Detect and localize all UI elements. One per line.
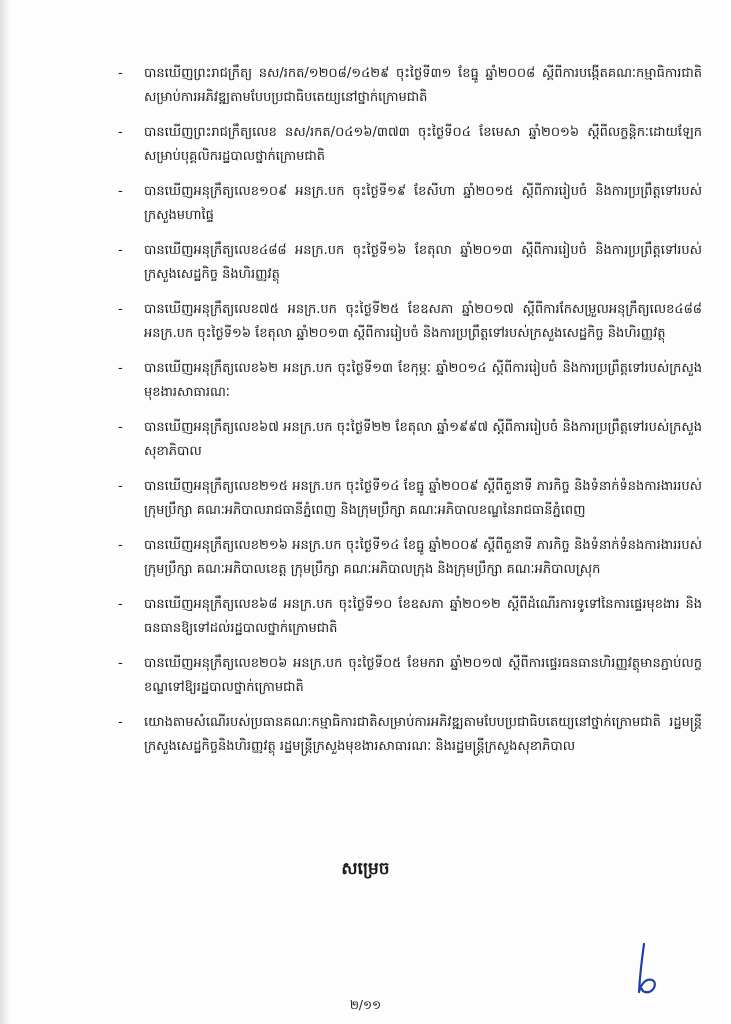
page-number: ២/១១ bbox=[349, 998, 382, 1012]
dash-marker: - bbox=[118, 538, 123, 553]
clause-text: បានឃើញអនុក្រឹត្យលេខ៦២ អនក្រ.បក ចុះថ្ងៃទី១៣ ខែកុម្ភៈ ឆ្នាំ២០១៤ ស្ដីពីការរៀបចំ និងការប្រព្រឹត្តទៅរបស់ក្រសួងមុខងារសាធារណៈ bbox=[144, 361, 702, 400]
dash-marker: - bbox=[118, 420, 123, 435]
preamble-clause-list bbox=[112, 62, 702, 770]
dash-marker: - bbox=[118, 479, 123, 494]
preamble-clause bbox=[112, 62, 702, 110]
preamble-clause bbox=[112, 180, 702, 228]
preamble-clause bbox=[112, 652, 702, 700]
preamble-clause bbox=[112, 475, 702, 523]
clause-text: បានឃើញអនុក្រឹត្យលេខ១០៩ អនក្រ.បក ចុះថ្ងៃទី១៩ ខែសីហា ឆ្នាំ២០១៥ ស្ដីពីការរៀបចំ និងការប្រព្រឹត្តទៅរបស់ក្រសួងមហាផ្ទៃ bbox=[144, 184, 702, 223]
preamble-clause bbox=[112, 711, 702, 759]
dash-marker: - bbox=[118, 361, 123, 376]
preamble-clause bbox=[112, 121, 702, 169]
clause-text: បានឃើញអនុក្រឹត្យលេខ៤៨៨ អនក្រ.បក ចុះថ្ងៃទី១៦ ខែតុលា ឆ្នាំ២០១៣ ស្ដីពីការរៀបចំ និងការប្រព្រឹត្តទៅរបស់ក្រសួងសេដ្ឋកិច្ច និងហិរញ្ញវត្ថុ bbox=[144, 243, 702, 282]
signature-initial-icon bbox=[630, 940, 670, 1000]
dash-marker: - bbox=[118, 715, 123, 730]
clause-text: បានឃើញអនុក្រឹត្យលេខ២០៦ អនក្រ.បក ចុះថ្ងៃទី០៥ ខែមករា ឆ្នាំ២០១៧ ស្ដីពីការផ្ទេរធនធានហិរញ្ញវត្ថុមានភ្ជាប់លក្ខខណ្ឌទៅឱ្យរដ្ឋបាលថ្នាក់ក្រោមជាតិ bbox=[144, 656, 702, 695]
dash-marker: - bbox=[118, 125, 123, 140]
clause-text: បានឃើញអនុក្រឹត្យលេខ៦៧ អនក្រ.បក ចុះថ្ងៃទី២២ ខែតុលា ឆ្នាំ១៩៩៧ ស្ដីពីការរៀបចំ និងការប្រព្រឹត្តទៅរបស់ក្រសួងសុខាភិបាល bbox=[144, 420, 702, 459]
clause-text: បានឃើញអនុក្រឹត្យលេខ៧៥ អនក្រ.បក ចុះថ្ងៃទី២៥ ខែឧសភា ឆ្នាំ២០១៧ ស្ដីពីការកែសម្រួលអនុក្រឹត្យលេខ៤៨៨ អនក្រ.បក ចុះថ្ងៃទី១៦ ខែតុលា ឆ្នាំ២០១៣ ស្ដីពីការរៀបចំ និងការប្រព្រឹត្តទៅរបស់ក្រសួងសេដ្ឋកិច្ច និងហិរញ្ញវត្ថុ bbox=[144, 302, 702, 341]
clause-text: បានឃើញព្រះរាជក្រឹត្យ នស/រកត/១២០៨/១៤២៩ ចុះថ្ងៃទី៣១ ខែធ្នូ ឆ្នាំ២០០៨ ស្ដីពីការបង្កើតគណៈកម្មាធិការជាតិសម្រាប់ការអភិវឌ្ឍតាមបែបប្រជាធិបតេយ្យនៅថ្នាក់ក្រោមជាតិ bbox=[144, 66, 702, 105]
preamble-clause bbox=[112, 357, 702, 405]
clause-text: បានឃើញអនុក្រឹត្យលេខ២១៥ អនក្រ.បក ចុះថ្ងៃទី១៤ ខែធ្នូ ឆ្នាំ២០០៩ ស្ដីពីតួនាទី ភារកិច្ច និងទំនាក់ទំនងការងាររបស់ក្រុមប្រឹក្សា គណៈអភិបាលរាជធានីភ្នំពេញ និងក្រុមប្រឹក្សា គណៈអភិបាលខណ្ឌនៃរាជធានីភ្នំពេញ bbox=[144, 479, 702, 518]
dash-marker: - bbox=[118, 243, 123, 258]
decision-heading: សម្រេច bbox=[341, 859, 390, 879]
clause-text: បានឃើញអនុក្រឹត្យលេខ២១៦ អនក្រ.បក ចុះថ្ងៃទី១៤ ខែធ្នូ ឆ្នាំ២០០៩ ស្ដីពីតួនាទី ភារកិច្ច និងទំនាក់ទំនងការងាររបស់ក្រុមប្រឹក្សា គណៈអភិបាលខេត្ត ក្រុមប្រឹក្សា គណៈអភិបាលក្រុង និងក្រុមប្រឹក្សា គណៈអភិបាលស្រុក bbox=[144, 538, 702, 577]
preamble-clause bbox=[112, 416, 702, 464]
dash-marker: - bbox=[118, 184, 123, 199]
preamble-clause bbox=[112, 593, 702, 641]
clause-text: យោងតាមសំណើរបស់ប្រធានគណៈកម្មាធិការជាតិសម្រាប់ការអភិវឌ្ឍតាមបែបប្រជាធិបតេយ្យនៅថ្នាក់ក្រោមជាតិ រដ្ឋមន្ត្រីក្រសួងសេដ្ឋកិច្ចនិងហិរញ្ញវត្ថុ រដ្ឋមន្ត្រីក្រសួងមុខងារសាធារណៈ និងរដ្ឋមន្ត្រីក្រសួងសុខាភិបាល bbox=[144, 715, 702, 754]
dash-marker: - bbox=[118, 597, 123, 612]
preamble-clause bbox=[112, 239, 702, 287]
clause-text: បានឃើញព្រះរាជក្រឹត្យលេខ នស/រកត/០៤១៦/៣៧៣ ចុះថ្ងៃទី០៤ ខែមេសា ឆ្នាំ២០១៦ ស្ដីពីលក្ខន្តិកៈដោយឡែកសម្រាប់បុគ្គលិករដ្ឋបាលថ្នាក់ក្រោមជាតិ bbox=[144, 125, 702, 164]
dash-marker: - bbox=[118, 66, 123, 81]
dash-marker: - bbox=[118, 302, 123, 317]
dash-marker: - bbox=[118, 656, 123, 671]
preamble-clause bbox=[112, 298, 702, 346]
clause-text: បានឃើញអនុក្រឹត្យលេខ៦៨ អនក្រ.បក ចុះថ្ងៃទី១០ ខែឧសភា ឆ្នាំ២០១២ ស្ដីពីដំណើរការទូទៅនៃការផ្ទេរមុខងារ និងធនធានឱ្យទៅដល់រដ្ឋបាលថ្នាក់ក្រោមជាតិ bbox=[144, 597, 702, 636]
preamble-clause bbox=[112, 534, 702, 582]
